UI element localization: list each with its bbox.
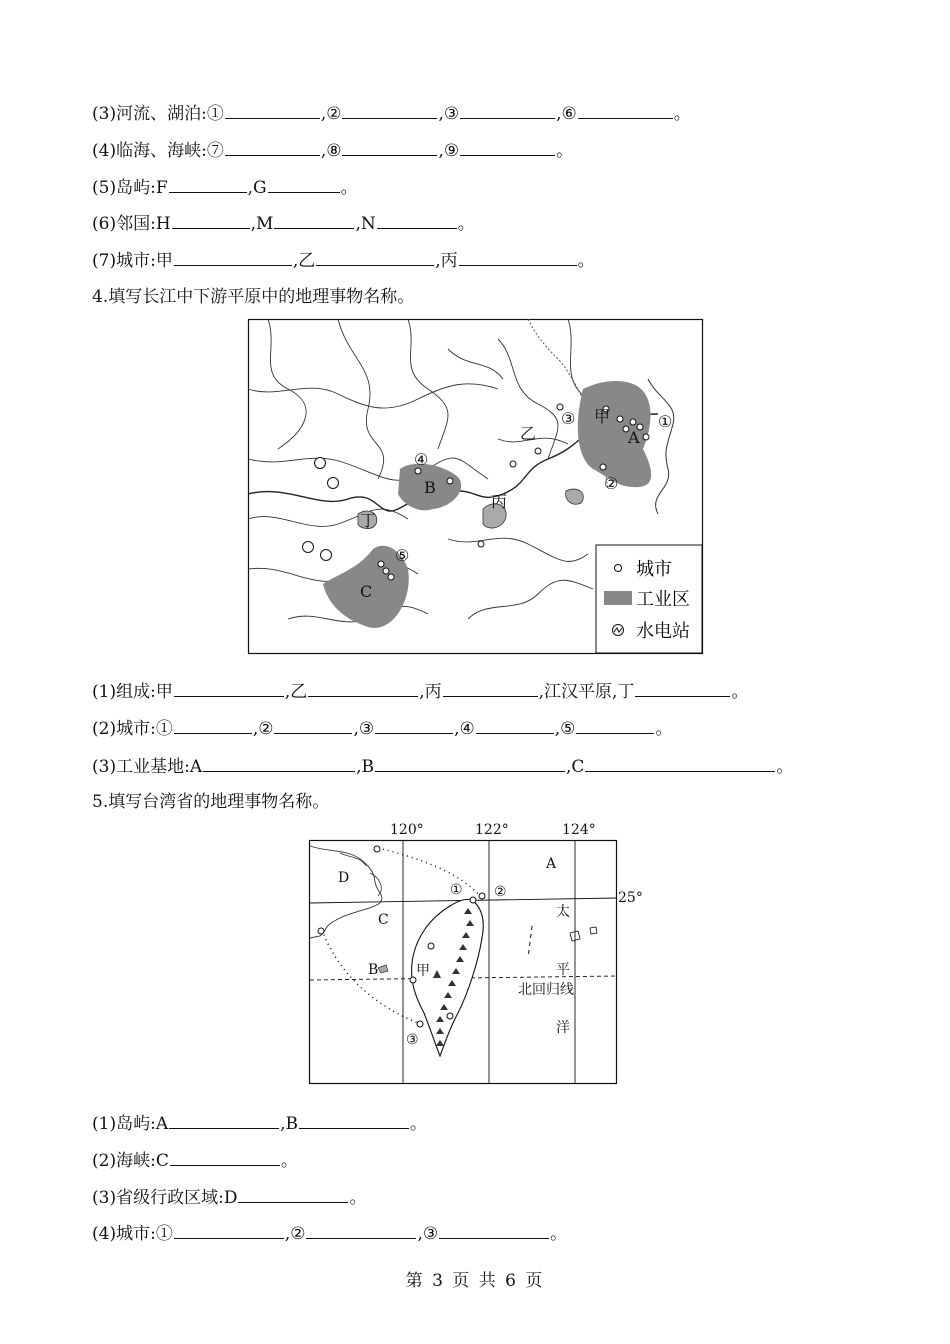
label-yang: 洋 xyxy=(556,1020,570,1036)
page-footer: 第 3 页 共 6 页 xyxy=(405,1271,545,1291)
question-label: (3)河流、湖泊: xyxy=(92,104,207,124)
label-c: C xyxy=(360,582,373,601)
label-b: B xyxy=(424,478,436,497)
answer-label: ,⑨ xyxy=(438,141,460,161)
answer-label: ,江汉平原,丁 xyxy=(538,682,635,702)
label-ding: 丁 xyxy=(360,511,377,530)
line-end: 。 xyxy=(280,1151,298,1171)
line-end: 。 xyxy=(556,141,574,161)
answer-label: ① xyxy=(155,1224,173,1244)
answer-blank[interactable] xyxy=(203,755,355,772)
label-c3: ③ xyxy=(561,409,576,428)
line-end: 。 xyxy=(457,214,475,234)
question-label: (3)省级行政区域: xyxy=(92,1188,224,1208)
answer-label: ,乙 xyxy=(284,682,308,702)
answer-label: ⑦ xyxy=(206,141,224,161)
answer-blank[interactable] xyxy=(460,139,555,156)
answer-label: ,C xyxy=(566,757,585,777)
answer-blank[interactable] xyxy=(377,212,457,229)
answer-label: ,丙 xyxy=(419,682,442,702)
question-label: (2)城市: xyxy=(92,719,156,739)
q5-city-line xyxy=(92,1222,567,1245)
label-c2: ② xyxy=(604,474,619,493)
label-bing: 丙 xyxy=(491,492,508,511)
answer-blank[interactable] xyxy=(174,680,284,697)
q3-river-lake-line xyxy=(92,102,691,125)
question-label: (2)海峡: xyxy=(92,1151,156,1171)
answer-blank[interactable] xyxy=(268,176,340,193)
answer-blank[interactable] xyxy=(170,1149,280,1166)
label-island-a: A xyxy=(546,856,557,872)
label-strait-c: C xyxy=(378,912,389,928)
answer-label: ,④ xyxy=(454,719,475,739)
label-province-d: D xyxy=(338,870,350,886)
answer-label: ,② xyxy=(284,1224,306,1244)
answer-blank[interactable] xyxy=(476,717,554,734)
map-legend xyxy=(596,545,702,653)
line-end: 。 xyxy=(349,1188,367,1208)
q4-title: 4.填写长江中下游平原中的地理事物名称。 xyxy=(92,287,415,307)
line-end: 。 xyxy=(550,1224,568,1244)
question-label: (6)邻国: xyxy=(92,214,156,234)
answer-blank[interactable] xyxy=(459,249,577,266)
answer-blank[interactable] xyxy=(316,249,434,266)
answer-label: ,M xyxy=(250,214,274,234)
answer-blank[interactable] xyxy=(443,680,538,697)
answer-blank[interactable] xyxy=(375,755,565,772)
question-label: (3)工业基地: xyxy=(92,757,190,777)
answer-blank[interactable] xyxy=(578,102,673,119)
label-tropic: 北回归线 xyxy=(518,982,574,998)
answer-blank[interactable] xyxy=(274,717,352,734)
answer-label: ,⑧ xyxy=(320,141,342,161)
answer-label: ,③ xyxy=(417,1224,439,1244)
answer-blank[interactable] xyxy=(225,139,320,156)
answer-blank[interactable] xyxy=(169,176,247,193)
answer-blank[interactable] xyxy=(342,102,437,119)
label-c5: ⑤ xyxy=(395,546,410,565)
question-label: (4)城市: xyxy=(92,1224,156,1244)
answer-blank[interactable] xyxy=(439,1222,549,1239)
line-end: 。 xyxy=(410,1114,427,1134)
answer-blank[interactable] xyxy=(174,249,292,266)
answer-label: ,B xyxy=(356,757,374,777)
question-label: (1)组成: xyxy=(92,682,156,702)
q3-sea-strait-line xyxy=(92,139,573,162)
line-end: 。 xyxy=(577,251,595,271)
label-lon124: 124° xyxy=(562,822,596,838)
q5-province-line xyxy=(92,1186,366,1209)
line-end: 。 xyxy=(776,757,794,777)
label-lon120: 120° xyxy=(390,822,424,838)
answer-blank[interactable] xyxy=(306,1222,416,1239)
answer-label: A xyxy=(155,1114,169,1134)
q3-neighbor-country-line xyxy=(92,212,475,235)
q3-city-line xyxy=(92,249,595,272)
answer-label: ,② xyxy=(252,719,274,739)
yangtze-plain-map xyxy=(248,319,703,654)
taiwan-map xyxy=(300,818,643,1088)
answer-label: H xyxy=(155,214,171,234)
answer-blank[interactable] xyxy=(299,1112,409,1129)
question-label: (5)岛屿: xyxy=(92,178,156,198)
q5-title: 5.填写台湾省的地理事物名称。 xyxy=(92,792,330,812)
answer-label: ,B xyxy=(280,1114,298,1134)
label-c1: ① xyxy=(658,412,673,431)
label-yi: 乙 xyxy=(520,424,537,443)
answer-label: ,② xyxy=(320,104,342,124)
svg-text:工业区: 工业区 xyxy=(636,589,690,610)
answer-label: 甲 xyxy=(155,251,173,271)
answer-label: ① xyxy=(206,104,224,124)
answer-label: A xyxy=(189,757,203,777)
label-c3: ③ xyxy=(406,1032,419,1048)
q5-island-line xyxy=(92,1112,427,1135)
label-a: A xyxy=(628,428,640,447)
label-lon122: 122° xyxy=(475,822,509,838)
label-tai: 太 xyxy=(556,904,570,920)
label-c4: ④ xyxy=(414,450,429,469)
answer-label: C xyxy=(155,1151,169,1171)
answer-label: ,⑤ xyxy=(554,719,576,739)
answer-label: ,丙 xyxy=(435,251,458,271)
answer-blank[interactable] xyxy=(635,680,730,697)
question-label: (4)临海、海峡: xyxy=(92,141,207,161)
q5-strait-line xyxy=(92,1149,298,1172)
answer-blank[interactable] xyxy=(238,1186,348,1203)
label-lat25: 25° xyxy=(618,890,643,906)
label-jia: 甲 xyxy=(416,963,430,979)
label-ping: 平 xyxy=(556,962,570,978)
answer-label: ① xyxy=(155,719,173,739)
line-end: 。 xyxy=(655,719,673,739)
q4-city-line xyxy=(92,717,672,740)
answer-label: F xyxy=(155,178,168,198)
answer-blank[interactable] xyxy=(585,755,775,772)
answer-blank[interactable] xyxy=(342,139,437,156)
answer-label: ,③ xyxy=(438,104,460,124)
answer-blank[interactable] xyxy=(576,717,654,734)
svg-text:城市: 城市 xyxy=(636,559,672,580)
question-label: (1)岛屿: xyxy=(92,1114,156,1134)
answer-label: ,G xyxy=(247,178,267,198)
answer-blank[interactable] xyxy=(460,102,555,119)
svg-text:水电站: 水电站 xyxy=(636,621,690,642)
answer-label: ,③ xyxy=(353,719,375,739)
answer-label: 甲 xyxy=(155,682,173,702)
answer-blank[interactable] xyxy=(172,212,250,229)
line-end: 。 xyxy=(673,104,691,124)
answer-blank[interactable] xyxy=(274,212,354,229)
answer-blank[interactable] xyxy=(375,717,453,734)
answer-blank[interactable] xyxy=(169,1112,279,1129)
answer-blank[interactable] xyxy=(225,102,320,119)
answer-label: ,⑥ xyxy=(556,104,577,124)
answer-label: ,乙 xyxy=(292,251,316,271)
label-c2: ② xyxy=(494,884,507,900)
answer-blank[interactable] xyxy=(174,1222,284,1239)
label-c1: ① xyxy=(450,882,463,898)
answer-label: D xyxy=(223,1188,238,1208)
answer-label: ,N xyxy=(355,214,376,234)
answer-blank[interactable] xyxy=(308,680,418,697)
answer-blank[interactable] xyxy=(174,717,252,734)
q4-industry-line xyxy=(92,755,793,778)
question-label: (7)城市: xyxy=(92,251,156,271)
line-end: 。 xyxy=(340,178,358,198)
q3-island-line xyxy=(92,176,358,199)
label-island-b: B xyxy=(368,962,379,978)
q4-composition-line xyxy=(92,680,748,703)
label-jia: 甲 xyxy=(594,407,611,426)
line-end: 。 xyxy=(731,682,749,702)
